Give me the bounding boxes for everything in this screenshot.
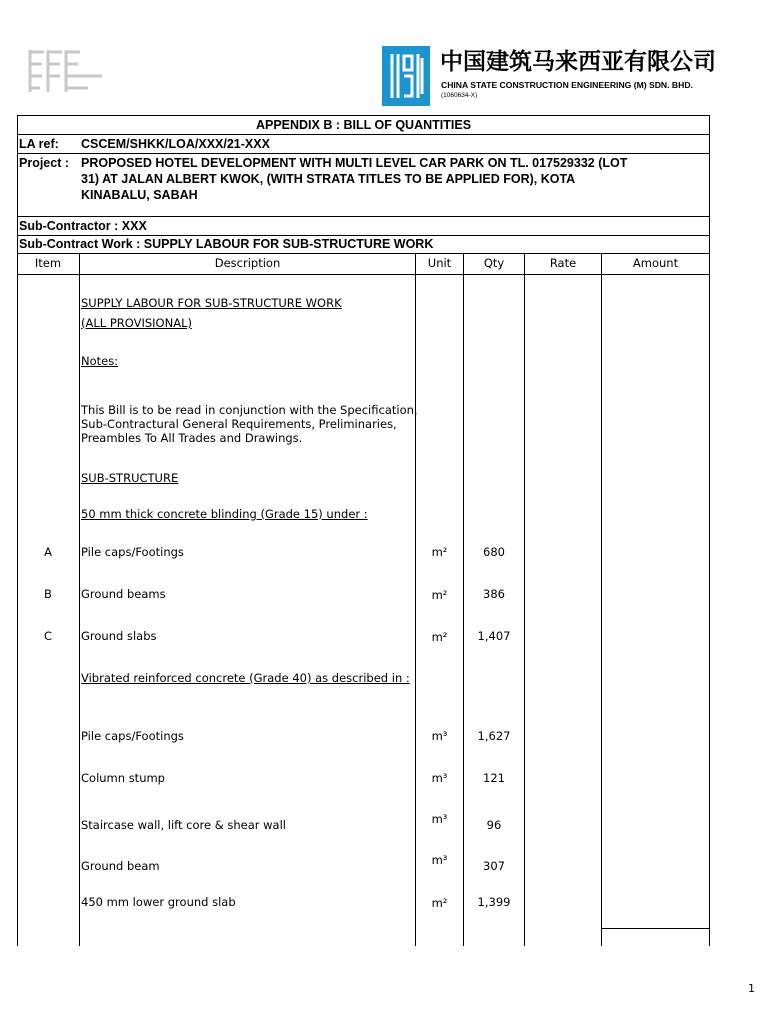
page-number: 1 [748,982,755,995]
row-qty: 1,627 [477,729,511,743]
col-divider-item [79,253,80,946]
row-qty: 680 [483,545,505,559]
company-name-cn: 中国建筑马来西亚有限公司 [440,49,716,75]
company-reg-no: (1060634-X) [441,92,478,99]
row-description: 450 mm lower ground slab [81,895,236,909]
col-header-unit: Unit [427,256,452,270]
row-description: Pile caps/Footings [81,545,184,559]
border-top [17,115,710,116]
row-item: A [44,545,52,559]
amount-total-line [601,928,710,929]
col-header-qty: Qty [483,256,505,270]
row-unit: m³ [431,853,448,867]
project-line-2: 31) AT JALAN ALBERT KWOK, (WITH STRATA TITLES TO BE APPLIED FOR), KOTA [81,172,576,186]
la-ref-label: LA ref: [19,137,59,151]
project-divider [17,216,710,217]
row-description: Ground beams [81,587,166,601]
row-qty: 386 [483,587,505,601]
row-description: Ground beam [81,859,160,873]
notes-line-3: Preambles To All Trades and Drawings. [81,431,303,445]
bill-heading: SUPPLY LABOUR FOR SUB-STRUCTURE WORK [81,296,342,310]
faded-logo [26,46,108,96]
sub-contractor: Sub-Contractor : XXX [19,219,147,233]
bill-subheading: (ALL PROVISIONAL) [81,316,192,330]
row-qty: 1,399 [477,895,511,909]
row-description: Ground slabs [81,629,157,643]
row-unit: m² [431,896,448,910]
project-line-1: PROPOSED HOTEL DEVELOPMENT WITH MULTI LEVEL CAR PARK ON TL. 017529332 (LOT [81,156,628,170]
project-line-3: KINABALU, SABAH [81,188,198,202]
row-unit: m² [431,588,448,602]
blinding-heading: 50 mm thick concrete blinding (Grade 15) under : [81,507,368,521]
notes-label: Notes: [81,354,119,368]
col-header-item: Item [34,256,62,270]
row-qty: 96 [486,818,502,832]
project-label: Project : [19,156,70,170]
border-left [17,115,18,946]
cscec-logo [382,46,430,106]
col-header-description: Description [214,256,281,270]
row-unit: m² [431,545,448,559]
row-description: Pile caps/Footings [81,729,184,743]
border-right [709,115,710,946]
la-ref-value: CSCEM/SHKK/LOA/XXX/21-XXX [81,137,270,151]
row-description: Column stump [81,771,165,785]
row-qty: 1,407 [477,629,511,643]
row-item: C [43,629,53,643]
notes-line-1: This Bill is to be read in conjunction with the Specification, [81,403,418,417]
row-unit: m² [431,630,448,644]
col-divider-rate [601,253,602,946]
notes-line-2: Sub-Contractural General Requirements, Preliminaries, [81,417,397,431]
section-heading: SUB-STRUCTURE [81,471,179,485]
laref-divider [17,153,710,154]
col-header-amount: Amount [632,256,679,270]
row-unit: m³ [431,729,448,743]
row-description: Staircase wall, lift core & shear wall [81,818,286,832]
subwork-divider [17,253,710,254]
title-divider [17,134,710,135]
row-qty: 121 [483,771,505,785]
sub-contract-work: Sub-Contract Work : SUPPLY LABOUR FOR SUB-STRUCTURE WORK [19,237,434,251]
row-qty: 307 [483,859,505,873]
row-unit: m³ [431,771,448,785]
cscec-logo-mark [382,46,430,106]
row-item: B [44,587,52,601]
document-title: APPENDIX B : BILL OF QUANTITIES [255,118,472,132]
col-header-rate: Rate [549,256,577,270]
subcontractor-divider [17,235,710,236]
concrete-heading: Vibrated reinforced concrete (Grade 40) as described in : [81,671,410,685]
company-name-en: CHINA STATE CONSTRUCTION ENGINEERING (M) SDN. BHD. [441,80,693,90]
row-unit: m³ [431,812,448,826]
col-divider-qty [524,253,525,946]
colheader-divider [17,274,710,275]
